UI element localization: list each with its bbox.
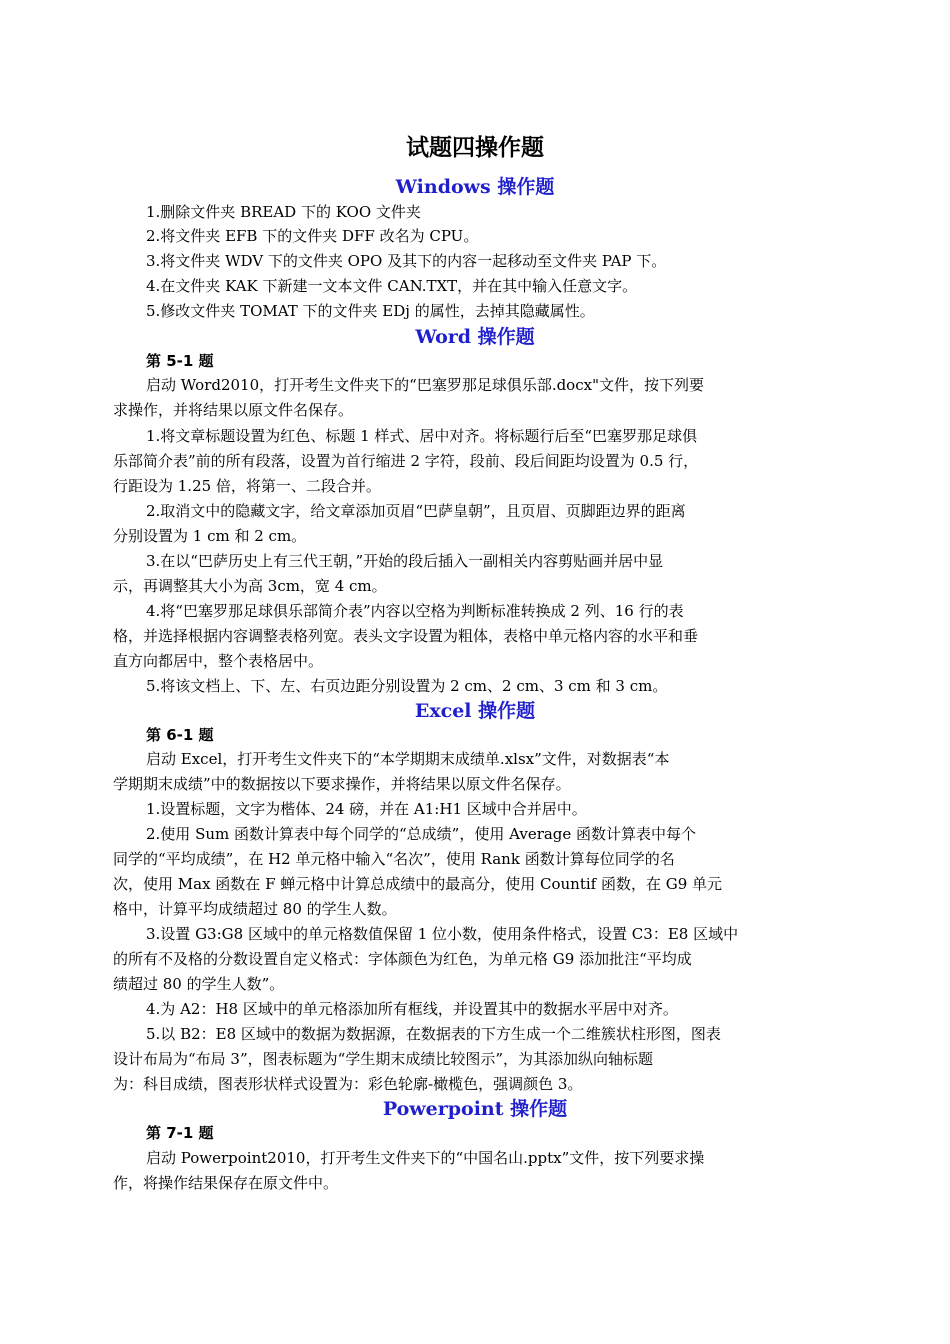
word-line-11: 格，并选择根据内容调整表格列宽。表头文字设置为粗体，表格中单元格内容的水平和垂 xyxy=(113,627,699,645)
word-heading: Word 操作题 xyxy=(415,326,535,348)
word-line-5: 行距设为 1.25 倍，将第一、二段合并。 xyxy=(113,477,381,495)
excel-line-2: 学期期末成绩”中的数据按以下要求操作，并将结果以原文件名保存。 xyxy=(113,775,571,793)
word-line-1: 启动 Word2010，打开考生文件夹下的“巴塞罗那足球俱乐部.docx"文件，按下列要 xyxy=(146,376,704,394)
excel-line-9: 的所有不及格的分数设置自定义格式：字体颜色为红色，为单元格 G9 添加批注“平均成 xyxy=(113,950,692,968)
powerpoint-line-2: 作，将操作结果保存在原文件中。 xyxy=(113,1174,339,1192)
excel-line-3: 1.设置标题，文字为楷体、24 磅，并在 A1:H1 区域中合并居中。 xyxy=(146,800,587,818)
excel-line-1: 启动 Excel，打开考生文件夹下的“本学期期末成绩单.xlsx”文件，对数据表“本 xyxy=(146,750,670,768)
word-line-8: 3.在以“巴萨历史上有三代王朝，”开始的段后插入一副相关内容剪贴画并居中显 xyxy=(146,552,664,570)
windows-item-5: 5.修改文件夹 TOMAT 下的文件夹 EDj 的属性，去掉其隐藏属性。 xyxy=(146,302,595,320)
excel-line-5: 同学的“平均成绩”，在 H2 单元格中输入“名次”，使用 Rank 函数计算每位同学的名 xyxy=(113,850,675,868)
excel-line-12: 5.以 B2：E8 区域中的数据为数据源，在数据表的下方生成一个二维簇状柱形图，图表 xyxy=(146,1025,721,1043)
powerpoint-question-number: 第 7-1 题 xyxy=(146,1124,214,1142)
excel-line-13: 设计布局为“布局 3”，图表标题为“学生期末成绩比较图示”，为其添加纵向轴标题 xyxy=(113,1050,653,1068)
excel-line-8: 3.设置 G3:G8 区域中的单元格数值保留 1 位小数，使用条件格式，设置 C3：E8 区域中 xyxy=(146,925,739,943)
windows-item-4: 4.在文件夹 KAK 下新建一文本文件 CAN.TXT，并在其中输入任意文字。 xyxy=(146,277,638,295)
powerpoint-heading: Powerpoint 操作题 xyxy=(382,1098,568,1120)
word-line-10: 4.将“巴塞罗那足球俱乐部简介表”内容以空格为判断标准转换成 2 列、16 行的表 xyxy=(146,602,684,620)
windows-item-3: 3.将文件夹 WDV 下的文件夹 OPO 及其下的内容一起移动至文件夹 PAP 下。 xyxy=(146,252,667,270)
excel-question-number: 第 6-1 题 xyxy=(146,726,214,744)
excel-heading: Excel 操作题 xyxy=(414,700,536,722)
word-line-7: 分别设置为 1 cm 和 2 cm。 xyxy=(113,527,307,545)
document-title: 试题四操作题 xyxy=(406,135,544,161)
word-line-13: 5.将该文档上、下、左、右页边距分别设置为 2 cm、2 cm、3 cm 和 3 cm。 xyxy=(146,677,668,695)
excel-line-11: 4.为 A2：H8 区域中的单元格添加所有框线，并设置其中的数据水平居中对齐。 xyxy=(146,1000,678,1018)
excel-line-4: 2.使用 Sum 函数计算表中每个同学的“总成绩”，使用 Average 函数计算表中每个 xyxy=(146,825,697,843)
excel-line-14: 为：科目成绩，图表形状样式设置为：彩色轮廓-橄榄色，强调颜色 3。 xyxy=(113,1075,583,1093)
word-line-4: 乐部简介表”前的所有段落，设置为首行缩进 2 字符，段前、段后间距均设置为 0.5 行， xyxy=(113,452,699,470)
word-line-9: 示，再调整其大小为高 3cm，宽 4 cm。 xyxy=(113,577,387,595)
word-line-3: 1.将文章标题设置为红色、标题 1 样式、居中对齐。将标题行后至“巴塞罗那足球俱 xyxy=(146,427,698,445)
excel-line-6: 次，使用 Max 函数在 F 蝉元格中计算总成绩中的最高分，使用 Countif 函数，在 G9 单元 xyxy=(113,875,723,893)
windows-heading: Windows 操作题 xyxy=(395,176,555,198)
windows-item-1: 1.删除文件夹 BREAD 下的 KOO 文件夹 xyxy=(146,203,421,221)
word-line-6: 2.取消文中的隐藏文字，给文章添加页眉“巴萨皇朝”，且页眉、页脚距边界的距离 xyxy=(146,502,686,520)
word-line-2: 求操作，并将结果以原文件名保存。 xyxy=(113,401,354,419)
word-question-number: 第 5-1 题 xyxy=(146,352,214,370)
word-line-12: 直方向都居中，整个表格居中。 xyxy=(113,652,324,670)
excel-line-7: 格中，计算平均成绩超过 80 的学生人数。 xyxy=(113,900,397,918)
excel-line-10: 绩超过 80 的学生人数”。 xyxy=(113,975,285,993)
windows-item-2: 2.将文件夹 EFB 下的文件夹 DFF 改名为 CPU。 xyxy=(146,227,479,245)
powerpoint-line-1: 启动 Powerpoint2010，打开考生文件夹下的“中国名山.pptx”文件，按下列要求操 xyxy=(146,1149,705,1167)
